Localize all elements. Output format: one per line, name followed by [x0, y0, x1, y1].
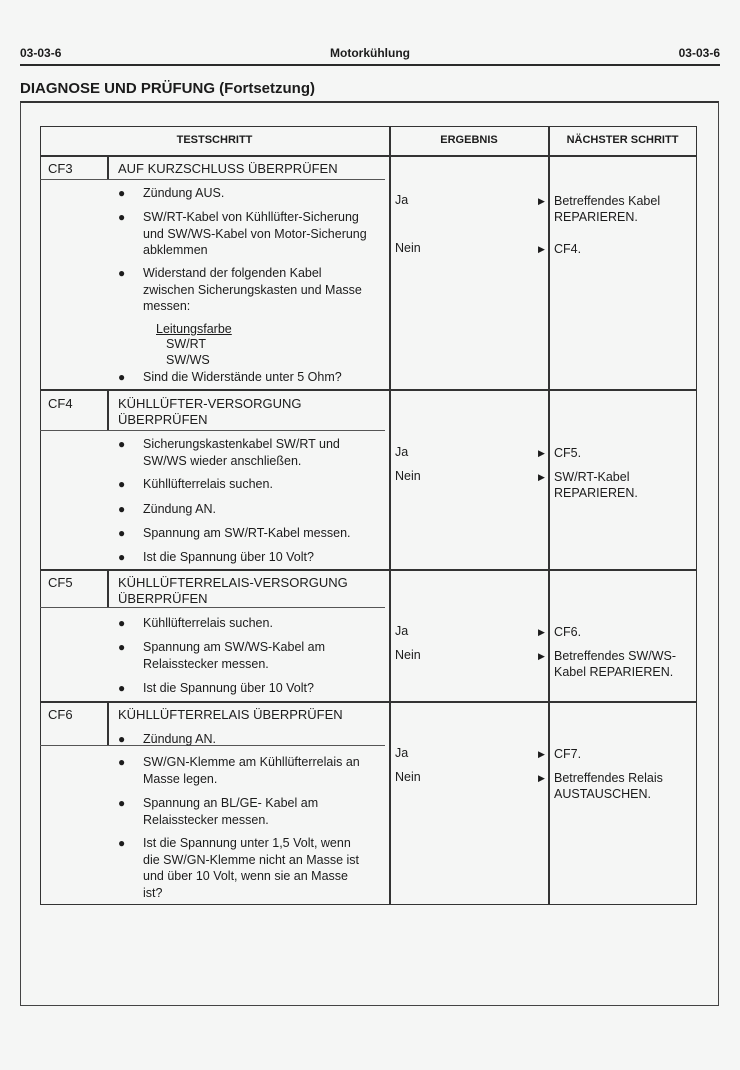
bullet-icon: ●	[118, 732, 126, 746]
id-divider	[107, 570, 109, 608]
header-row-divider	[40, 155, 697, 157]
step-title: KÜHLLÜFTER-VERSORGUNG ÜBERPRÜFEN	[118, 396, 302, 427]
step-id: CF5	[48, 575, 73, 590]
row-divider	[40, 701, 697, 703]
next-step: Betreffendes Relais AUSTAUSCHEN.	[554, 771, 663, 801]
bullet-icon: ●	[118, 266, 126, 280]
bullet-icon: ●	[118, 370, 126, 384]
bullet-icon: ●	[118, 526, 126, 540]
bullet-icon: ●	[118, 616, 126, 630]
result-answer: Ja	[395, 746, 409, 760]
next-step: CF6.	[554, 625, 582, 639]
step-bullet: ● Sicherungskastenkabel SW/RT und SW/WS wieder anschließen.	[118, 437, 340, 468]
arrow-right-icon: ▶	[538, 448, 545, 458]
arrow-right-icon: ▶	[538, 627, 545, 637]
next-step: CF5.	[554, 446, 582, 460]
next-step: CF4.	[554, 242, 582, 256]
step-bullet: ● SW/GN-Klemme am Kühllüfterrelais an Masse legen.	[118, 755, 360, 786]
result-answer: Ja	[395, 624, 409, 638]
step-title: KÜHLLÜFTERRELAIS ÜBERPRÜFEN	[118, 707, 343, 722]
step-bullet: ● Ist die Spannung über 10 Volt?	[118, 681, 314, 695]
bullet-icon: ●	[118, 681, 126, 695]
step-bullet: ● Kühllüfterrelais suchen.	[118, 616, 273, 630]
step-bullet: ● Ist die Spannung über 10 Volt?	[118, 550, 314, 564]
step-bullet: ● Zündung AN.	[118, 502, 216, 516]
result-answer: Nein	[395, 241, 421, 255]
step-bullet: ● Spannung am SW/WS-Kabel am Relaisstecker messen.	[118, 640, 326, 671]
bullet-icon: ●	[118, 640, 126, 654]
step-bullet: ● Zündung AN.	[118, 732, 216, 746]
row-divider	[40, 569, 697, 571]
page-header-title: Motorkühlung	[330, 46, 410, 60]
title-underline	[40, 607, 385, 608]
page-number-right: 03-03-6	[678, 46, 720, 60]
arrow-right-icon: ▶	[538, 244, 545, 254]
bullet-icon: ●	[118, 210, 126, 224]
title-underline	[40, 430, 385, 431]
next-step: CF7.	[554, 747, 582, 761]
next-step: SW/RT-Kabel REPARIEREN.	[554, 470, 638, 500]
result-answer: Nein	[395, 648, 421, 662]
bullet-icon: ●	[118, 437, 126, 451]
step-id: CF6	[48, 707, 73, 722]
bullet-icon: ●	[118, 836, 126, 850]
column-divider-next	[548, 126, 550, 905]
page-number-left: 03-03-6	[20, 46, 62, 60]
column-header-next-step: NÄCHSTER SCHRITT	[566, 134, 679, 146]
column-header-testschritt: TESTSCHRITT	[176, 134, 253, 146]
step-bullet: ● Sind die Widerstände unter 5 Ohm?	[118, 370, 342, 384]
bullet-icon: ●	[118, 477, 126, 491]
step-bullet: ● Spannung am SW/RT-Kabel messen.	[118, 526, 351, 540]
section-title: DIAGNOSE UND PRÜFUNG (Fortsetzung)	[20, 80, 315, 97]
id-divider	[107, 702, 109, 746]
step-id: CF3	[48, 161, 73, 176]
result-answer: Ja	[395, 193, 409, 207]
arrow-right-icon: ▶	[538, 472, 545, 482]
wire-color-item: SW/RT	[166, 337, 207, 351]
wire-color-item: SW/WS	[166, 353, 210, 367]
step-title: AUF KURZSCHLUSS ÜBERPRÜFEN	[118, 161, 338, 176]
step-bullet: ● Kühllüfterrelais suchen.	[118, 477, 273, 491]
step-bullet: ● Zündung AUS.	[118, 186, 225, 200]
step-bullet: ● Widerstand der folgenden Kabel zwischen Sicherungskasten und Masse messen:	[118, 266, 362, 313]
result-answer: Nein	[395, 469, 421, 483]
column-header-ergebnis: ERGEBNIS	[440, 134, 498, 146]
arrow-right-icon: ▶	[538, 773, 545, 783]
bullet-icon: ●	[118, 502, 126, 516]
step-title: KÜHLLÜFTERRELAIS-VERSORGUNG ÜBERPRÜFEN	[118, 575, 348, 606]
result-answer: Ja	[395, 445, 409, 459]
step-bullet: ● SW/RT-Kabel von Kühllüfter-Sicherung und SW/WS-Kabel von Motor-Sicherung abklemmen	[118, 210, 367, 257]
step-bullet: ● Spannung an BL/GE- Kabel am Relaisstecker messen.	[118, 796, 319, 827]
bullet-icon: ●	[118, 796, 126, 810]
arrow-right-icon: ▶	[538, 749, 545, 759]
result-answer: Nein	[395, 770, 421, 784]
bullet-icon: ●	[118, 755, 126, 769]
id-divider	[107, 390, 109, 431]
wire-color-heading: Leitungsfarbe	[156, 322, 232, 336]
header-rule	[20, 64, 720, 66]
row-divider	[40, 389, 697, 391]
bullet-icon: ●	[118, 550, 126, 564]
step-bullet: ● Ist die Spannung unter 1,5 Volt, wenn die SW/GN-Klemme nicht an Masse ist und über 10 Volt, wenn sie an Masse ist?	[118, 836, 360, 900]
title-underline	[40, 179, 385, 180]
next-step: Betreffendes Kabel REPARIEREN.	[554, 194, 661, 224]
id-divider	[107, 156, 109, 180]
arrow-right-icon: ▶	[538, 651, 545, 661]
arrow-right-icon: ▶	[538, 196, 545, 206]
next-step: Betreffendes SW/WS- Kabel REPARIEREN.	[554, 649, 677, 679]
step-id: CF4	[48, 396, 73, 411]
bullet-icon: ●	[118, 186, 126, 200]
